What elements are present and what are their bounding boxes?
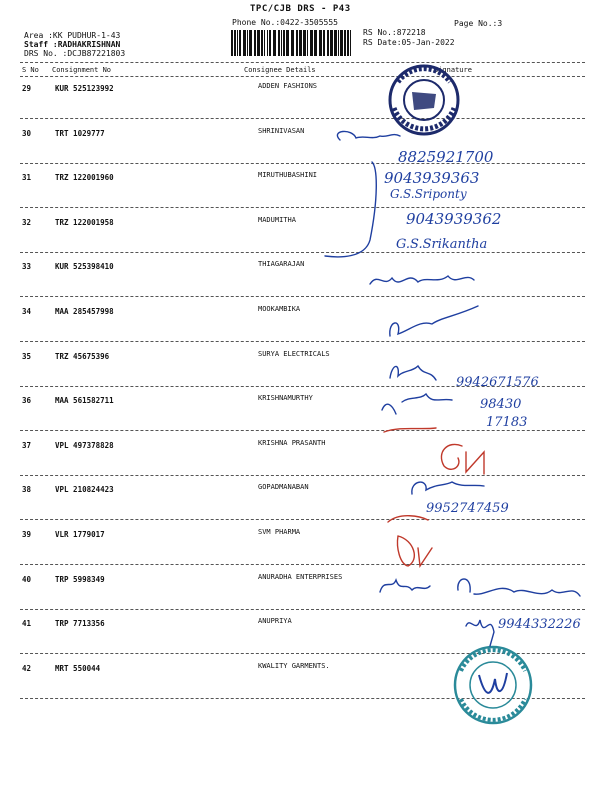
row-divider <box>20 163 585 164</box>
row-consignment-number: TRP 7713356 <box>55 619 105 629</box>
area-label: Area :KK PUDHUR-1-43 <box>24 31 121 40</box>
row-serial-number: 35 <box>22 351 32 361</box>
column-consignment: Consignment No <box>52 66 112 74</box>
handwritten-phone-41: 9944332226 <box>498 617 581 632</box>
handwritten-phone-35: 9942671576 <box>456 375 539 390</box>
row-consignment-number: TRT 1029777 <box>55 128 105 138</box>
row-consignee-name: SURYA ELECTRICALS <box>258 349 330 358</box>
row-serial-number: 33 <box>22 262 32 272</box>
row-consignee-name: THIAGARAJAN <box>258 260 305 269</box>
drs-number: DRS No. :DCJB87221803 <box>24 49 126 58</box>
row-divider <box>20 252 585 253</box>
row-serial-number: 30 <box>22 128 32 138</box>
handwritten-phone-38: 9952747459 <box>426 501 509 516</box>
row-consignment-number: VLR 1779017 <box>55 530 105 539</box>
row-consignee-name: KRISHNA PRASANTH <box>258 438 326 447</box>
row-divider <box>20 519 585 520</box>
staff-label: Staff :RADHAKRISHNAN <box>24 40 121 49</box>
row-consignment-number: VPL 497378828 <box>55 440 114 450</box>
row-consignment-number: MAA 561582711 <box>55 396 114 406</box>
handwritten-phone-30: 8825921700 <box>398 148 494 166</box>
row-divider <box>20 475 585 476</box>
row-divider <box>20 430 585 431</box>
row-serial-number: 34 <box>22 307 32 316</box>
row-divider <box>20 653 585 654</box>
row-serial-number: 29 <box>22 84 32 93</box>
handwritten-phone-36b: 17183 <box>486 415 528 430</box>
row-serial-number: 32 <box>22 217 32 227</box>
row-serial-number: 42 <box>22 663 32 673</box>
row-serial-number: 38 <box>22 485 32 495</box>
row-serial-number: 41 <box>22 619 32 629</box>
row-consignee-name: MOOKAMBIKA <box>258 305 301 313</box>
row-divider <box>20 341 585 342</box>
header-divider <box>20 62 585 63</box>
row-serial-number: 37 <box>22 440 32 450</box>
row-consignee-name: MADUMITHA <box>258 215 296 224</box>
row-consignee-name: ANURADHA ENTERPRISES <box>258 572 343 581</box>
row-divider <box>20 698 585 699</box>
row-divider <box>20 564 585 565</box>
sheet-title: TPC/CJB DRS - P43 <box>250 4 351 14</box>
row-consignee-name: KRISHNAMURTHY <box>258 394 313 403</box>
row-consignment-number: KUR 525123992 <box>55 84 114 93</box>
garments-seal-stamp <box>455 647 531 723</box>
row-serial-number: 36 <box>22 396 32 406</box>
rs-number: RS No.:872218 <box>363 28 426 37</box>
row-consignee-name: KWALITY GARMENTS. <box>258 661 330 670</box>
column-consignee: Consignee Details <box>244 66 316 74</box>
column-sno: S No <box>22 66 39 74</box>
row-consignment-number: TRZ 122001958 <box>55 217 114 227</box>
column-signature: Signature <box>434 66 472 74</box>
row-divider <box>20 118 585 119</box>
row-consignee-name: MIRUTHUBASHINI <box>258 171 318 180</box>
phone-number: Phone No.:0422-3505555 <box>232 18 338 27</box>
handwritten-name-32: G.S.Srikantha <box>396 237 488 252</box>
row-serial-number: 31 <box>22 173 32 183</box>
red-ink-marks <box>384 428 484 566</box>
handwritten-phone-36a: 98430 <box>480 397 522 412</box>
row-consignee-name: SHRINIVASAN <box>258 126 305 135</box>
rs-date: RS Date:05-Jan-2022 <box>363 38 455 47</box>
handwritten-phone-32: 9043939362 <box>406 210 502 228</box>
row-consignment-number: TRZ 122001960 <box>55 173 114 183</box>
page-number: Page No.:3 <box>454 19 503 28</box>
handwritten-name-31: G.S.Sriponty <box>390 187 467 201</box>
signature-scribbles <box>325 131 580 646</box>
handwritten-phone-31: 9043939363 <box>384 169 480 187</box>
row-consignee-name: ANUPRIYA <box>258 617 292 626</box>
row-consignment-number: MRT 550044 <box>55 663 101 673</box>
column-divider <box>20 76 585 77</box>
row-consignee-name: SVM PHARMA <box>258 528 301 536</box>
barcode-image <box>231 30 353 56</box>
row-consignment-number: VPL 210824423 <box>55 485 114 495</box>
row-serial-number: 40 <box>22 574 32 584</box>
row-consignment-number: TRP 5998349 <box>55 574 105 584</box>
row-divider <box>20 386 585 387</box>
row-consignment-number: TRZ 45675396 <box>55 351 110 361</box>
row-consignee-name: ADDEN FASHIONS <box>258 82 318 90</box>
row-divider <box>20 609 585 610</box>
row-serial-number: 39 <box>22 530 32 539</box>
row-consignment-number: MAA 285457998 <box>55 307 114 316</box>
row-divider <box>20 207 585 208</box>
row-consignee-name: GOPADMANABAN <box>258 483 309 492</box>
row-divider <box>20 296 585 297</box>
row-consignment-number: KUR 525398410 <box>55 262 114 272</box>
